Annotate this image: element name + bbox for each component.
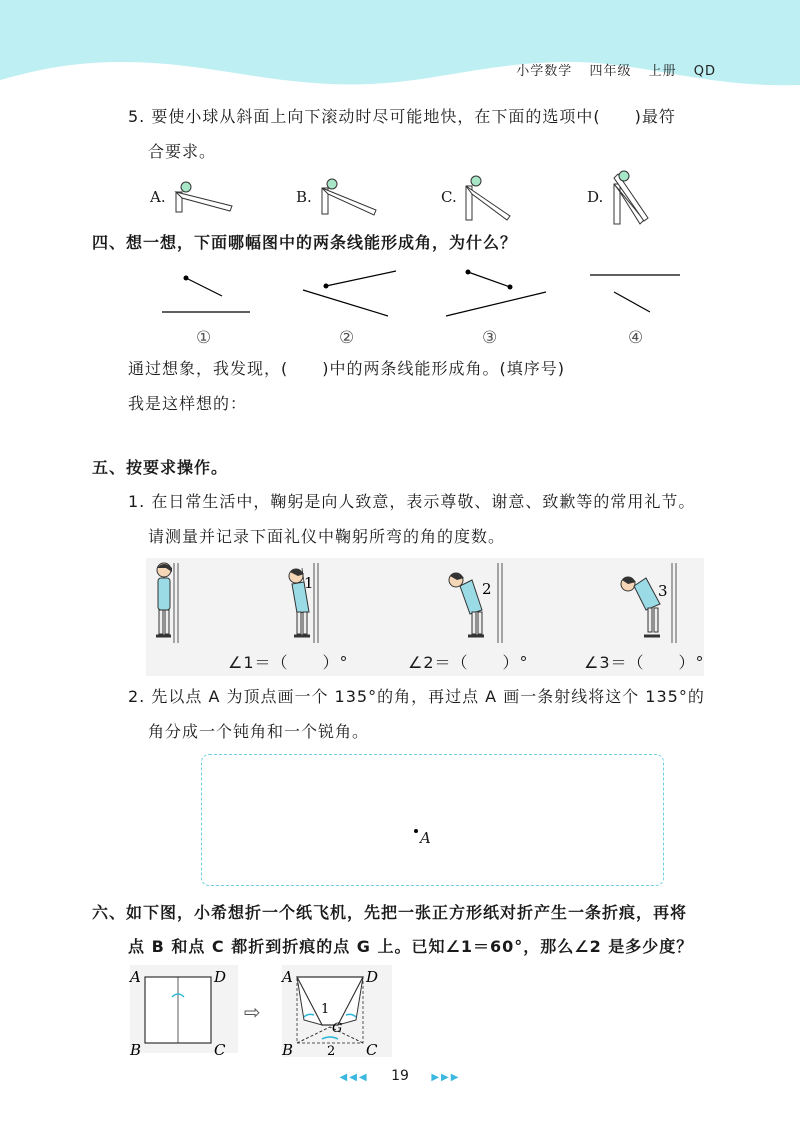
sec4-answer-line: 通过想象，我发现，( )中的两条线能形成角。(填序号) [128,359,565,378]
bow-angle-number-3: 3 [658,582,668,600]
square-paper-figure [130,965,240,1059]
edition: QD [693,64,716,79]
point-a-dot [414,829,418,833]
corner-label-d: D [214,968,227,986]
sec5-title: 五、按要求操作。 [92,458,229,477]
page-number: 19 [391,1068,409,1084]
sec5-q2-line1: 2. 先以点 A 为顶点画一个 135°的角，再过点 A 画一条射线将这个 135°的 [128,687,705,706]
corner-label-b: B [130,1041,142,1059]
bow-angle-1: ∠1＝（ ）° [228,653,349,672]
sec4-reason-line: 我是这样想的： [128,394,248,413]
fold-corner-a: A [282,968,293,986]
sec5-q1-line1: 1. 在日常生活中，鞠躬是向人致意，表示尊敬、谢意、致歉等的常用礼节。 [128,492,696,511]
fig-label-3: ③ [482,328,498,348]
sec4-title: 四、想一想，下面哪幅图中的两条线能形成角，为什么？ [92,233,518,252]
sec6-line1: 六、如下图，小希想折一个纸飞机，先把一张正方形纸对折产生一条折痕，再将 [92,903,688,922]
sec6-line2: 点 B 和点 C 都折到折痕的点 G 上。已知∠1＝60°，那么∠2 是多少度？ [128,937,694,956]
grade: 四年级 [589,64,632,79]
bow-angle-number-1: 1 [304,574,314,592]
fold-corner-d: D [366,968,379,986]
q5-option-c: C. [441,188,457,206]
corner-label-a: A [130,968,141,986]
volume: 上册 [648,64,677,79]
folded-paper-figure [282,965,394,1057]
fig-label-1: ① [196,328,212,348]
footer-left-arrows: ◀◀◀ [339,1072,369,1083]
line-figure-3 [444,268,554,323]
line-figure-4 [588,270,688,320]
sec5-q2-line2: 角分成一个钝角和一个锐角。 [148,722,370,741]
fig-label-4: ④ [628,328,644,348]
bow-angle-2: ∠2＝（ ）° [408,653,529,672]
bow-angle-number-2: 2 [482,580,492,598]
bow-angle-3: ∠3＝（ ）° [584,653,705,672]
q5-line2: 合要求。 [148,142,217,161]
line-figure-2 [300,268,410,323]
q5-option-a: A. [150,188,166,206]
footer-right-arrows: ▶▶▶ [431,1072,461,1083]
subject: 小学数学 [516,64,573,79]
drawing-area[interactable] [201,754,664,886]
point-a-label: A [420,829,431,847]
ramp-figure-d [608,168,658,228]
q5-option-d: D. [587,188,604,206]
fold-label-2: 2 [327,1044,336,1059]
page-footer [0,1068,800,1084]
q5-line1: 5. 要使小球从斜面上向下滚动时尽可能地快，在下面的选项中( )最符 [128,107,676,126]
corner-label-c: C [214,1041,226,1059]
fold-corner-c: C [366,1041,378,1059]
sec5-q1-line2: 请测量并记录下面礼仪中鞠躬所弯的角的度数。 [148,527,506,546]
ramp-figure-c [462,172,522,222]
q5-option-b: B. [296,188,312,206]
fig-label-2: ② [339,328,355,348]
fold-corner-b: B [282,1041,294,1059]
fold-label-1: 1 [321,1002,330,1017]
ramp-figure-a [172,178,237,218]
ramp-figure-b [318,178,383,218]
fold-arrow-icon: ⇨ [244,1000,261,1024]
header-info [504,60,716,79]
fold-label-g: G [332,1021,343,1036]
line-figure-1 [160,270,260,320]
